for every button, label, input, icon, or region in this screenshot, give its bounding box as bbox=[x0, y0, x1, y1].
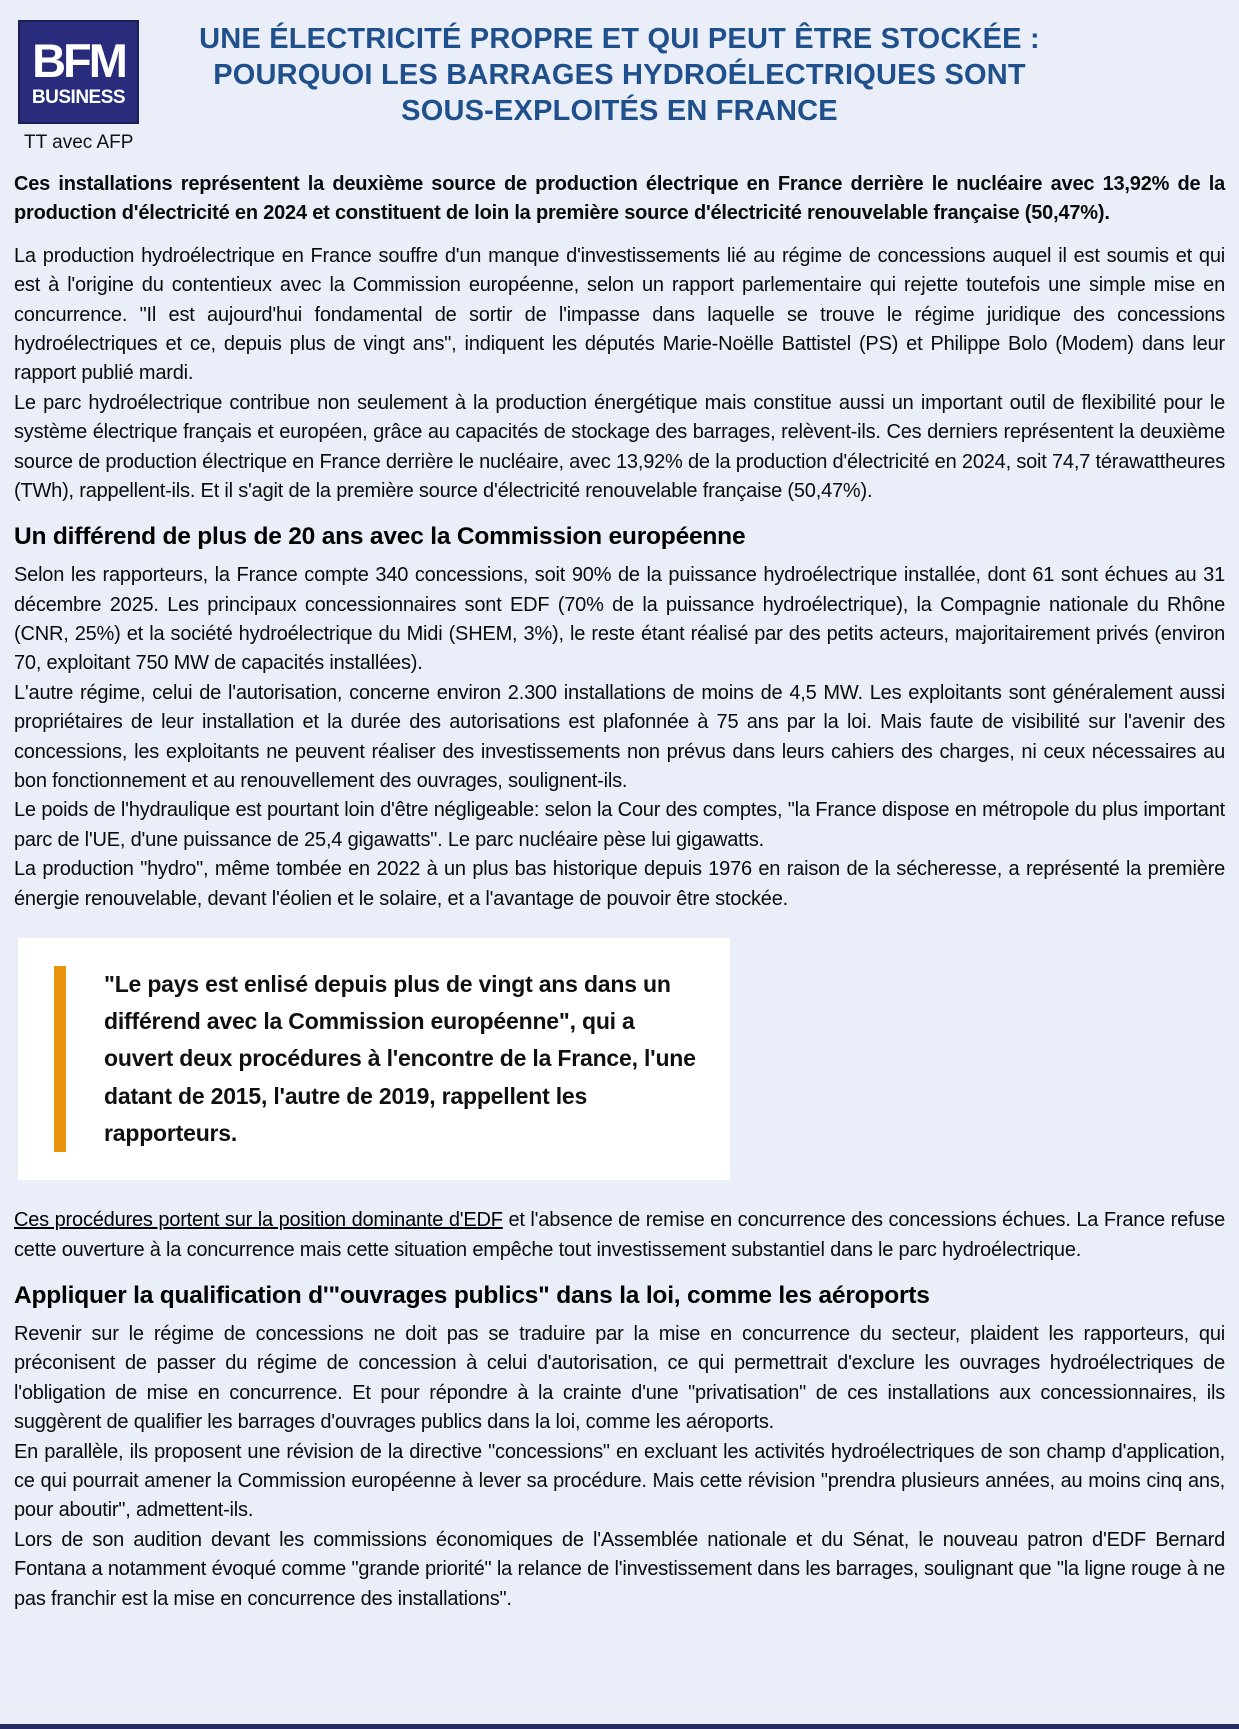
paragraph: La production hydroélectrique en France souffre d'un manque d'investissements lié au régime de concessions auquel il est soumis et qui est à l'origine du contentieux avec la Commission européenne, selon un rapport parlementaire qui rejette toutefois une simple mise en concurrence. "Il est aujourd'hui fondamental de sortir de l'impasse dans laquelle se trouve le régime juridique des concessions hydroélectriques et ce, depuis plus de vingt ans", indiquent les députés Marie-Noëlle Battistel (PS) et Philippe Bolo (Modem) dans leur rapport publié mardi. bbox=[14, 244, 1225, 385]
article-header bbox=[14, 0, 1225, 158]
section-heading-commission: Un différend de plus de 20 ans avec la Commission européenne bbox=[14, 523, 746, 551]
section-heading-ouvrages-publics: Appliquer la qualification d'"ouvrages publics" dans la loi, comme les aéroports bbox=[14, 1282, 930, 1310]
paragraph: L'autre régime, celui de l'autorisation, concerne environ 2.300 installations de moins de 4,5 MW. Les exploitants sont généralement aussi propriétaires de leur installation et la durée des autorisations est plafonnée à 75 ans par la loi. Mais faute de visibilité sur l'avenir des concessions, les exploitants ne peuvent réaliser des investissements non prévus dans leurs cahiers des charges, ni ceux nécessaires au bon fonctionnement et au renouvellement des ouvrages, soulignent-ils. bbox=[14, 681, 1225, 793]
quote-text: "Le pays est enlisé depuis plus de vingt ans dans un différend avec la Commission européenne", qui a ouvert deux procédures à l'encontre de la France, l'une datant de 2015, l'autre de 2019, rappellent les rapporteurs. bbox=[104, 970, 696, 1146]
logo-text-bfm: BFM bbox=[32, 34, 125, 87]
link-tail-text: et l'absence de remise en concurrence des concessions échues. La France refuse cette ouverture à la concurrence mais cette situation empêche tout investissement substantiel dans le parc hydroélectrique. bbox=[14, 1209, 1225, 1261]
logo-text-business: BUSINESS bbox=[31, 87, 126, 108]
intro-paragraph: Ces installations représentent la deuxième source de production électrique en France derrière le nucléaire avec 13,92% de la production d'électricité en 2024 et constituent de loin la première source d'électricité renouvelable française (50,47%). bbox=[14, 173, 1225, 225]
paragraph: En parallèle, ils proposent une révision de la directive "concessions" en excluant les activités hydroélectriques de son champ d'application, ce qui pourrait amener la Commission européenne à lever sa procédure. Mais cette révision "prendra plusieurs années, au moins cinq ans, pour aboutir", admettent-ils. bbox=[14, 1440, 1225, 1522]
bfm-business-logo bbox=[18, 20, 139, 124]
bottom-bar bbox=[0, 1724, 1239, 1729]
quote-block bbox=[18, 938, 730, 1180]
paragraph: La production "hydro", même tombée en 2022 à un plus bas historique depuis 1976 en raison de la sécheresse, a représenté la première énergie renouvelable, devant l'éolien et le solaire, et a l'avantage de pouvoir être stockée. bbox=[14, 858, 1225, 910]
paragraph: Revenir sur le régime de concessions ne doit pas se traduire par la mise en concurrence du secteur, plaident les rapporteurs, qui préconisent de passer du régime de concession à celui d'autorisation, ce qui permettrait d'exclure les ouvrages hydroélectriques de l'obligation de mise en concurrence. Et pour répondre à la crainte d'une "privatisation" de ces installations aux concessionnaires, ils suggèrent de qualifier les barrages d'ouvrages publics dans la loi, comme les aéroports. bbox=[14, 1323, 1225, 1434]
edf-procedures-link[interactable]: Ces procédures portent sur la position dominante d'EDF bbox=[14, 1209, 503, 1232]
paragraph: Selon les rapporteurs, la France compte 340 concessions, soit 90% de la puissance hydroélectrique installée, dont 61 sont échues au 31 décembre 2025. Les principaux concessionnaires sont EDF (70% de la puissance hydroélectrique), la Compagnie nationale du Rhône (CNR, 25%) et la société hydroélectrique du Midi (SHEM, 3%), le reste étant réalisé par des petits acteurs, majoritairement privés (environ 70, exploitant 750 MW de capacités installées). bbox=[14, 564, 1225, 675]
paragraph: Lors de son audition devant les commissions économiques de l'Assemblée nationale et du Sénat, le nouveau patron d'EDF Bernard Fontana a notamment évoqué comme "grande priorité" la relance de l'investissement dans les barrages, soulignant que "la ligne rouge à ne pas franchir est la mise en concurrence des installations". bbox=[14, 1528, 1225, 1610]
paragraph-with-link bbox=[14, 1206, 1225, 1265]
byline: TT avec AFP bbox=[24, 132, 134, 153]
paragraph: Le parc hydroélectrique contribue non seulement à la production énergétique mais constitue aussi un important outil de flexibilité pour le système électrique français et européen, grâce au capacités de stockage des barrages, relèvent-ils. Ces derniers représentent la deuxième source de production électrique en France derrière le nucléaire, avec 13,92% de la production d'électricité en 2024, soit 74,7 térawattheures (TWh), rappellent-ils. Et il s'agit de la première source d'électricité renouvelable française (50,47%). bbox=[14, 391, 1225, 502]
article-body bbox=[14, 170, 1225, 1614]
article-title: UNE ÉLECTRICITÉ PROPRE ET QUI PEUT ÊTRE STOCKÉE : POURQUOI LES BARRAGES HYDROÉLECTRIQUES SONT SOUS-EXPLOITÉS EN FRANCE bbox=[199, 23, 1040, 127]
paragraph: Le poids de l'hydraulique est pourtant loin d'être négligeable: selon la Cour des comptes, "la France dispose en métropole du plus important parc de l'UE, d'une puissance de 25,4 gigawatts". Le parc nucléaire pèse lui gigawatts. bbox=[14, 799, 1225, 851]
quote-accent-bar bbox=[54, 966, 704, 1152]
